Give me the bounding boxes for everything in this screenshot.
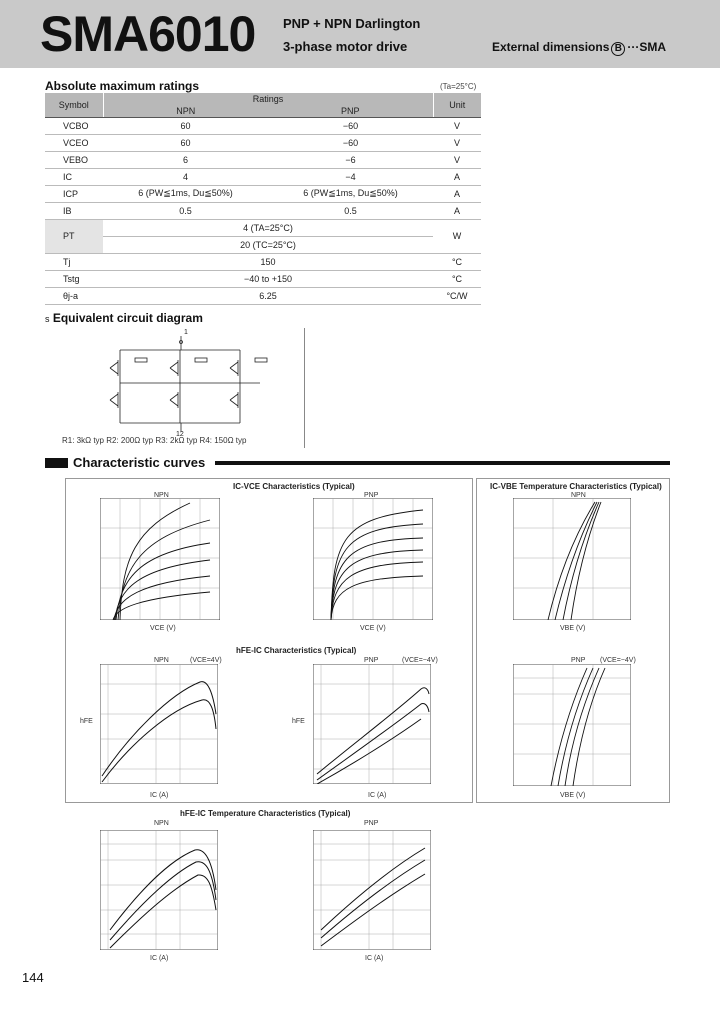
ratings-table [45,93,481,305]
plot-hfe-ic-temp-npn [100,830,218,950]
g1-npn-xlabel: VCE (V) [150,625,176,632]
plot-ic-vbe-npn [513,498,631,620]
plot-hfe-ic-temp-pnp [313,830,431,950]
g4-npn-label: NPN [571,492,586,499]
g1-npn-label: NPN [154,492,169,499]
g4-pnp-label: PNP [571,657,586,664]
g2-npn-xlabel: IC (A) [150,792,169,799]
table-row: VCEO 60 −60 V [45,134,481,151]
ext-dim-pkg: ···SMA [627,40,667,54]
col-symbol: Symbol [45,93,103,117]
page-number: 144 [22,970,44,985]
circuit-caption: R1: 3kΩ typ R2: 200Ω typ R3: 2kΩ typ R4: 150Ω typ [62,436,247,445]
g2-pnp-xlabel: IC (A) [368,792,387,799]
table-row: θj-a 6.25 °C/W [45,287,481,304]
g3-npn-label: NPN [154,820,169,827]
g2-title: hFE-IC Characteristics (Typical) [236,646,357,655]
section-bar [45,458,68,468]
g3-title: hFE-IC Temperature Characteristics (Typical) [180,809,351,818]
table-header-row [45,93,481,105]
plot-ic-vce-npn [100,498,220,620]
g4-title: IC-VBE Temperature Characteristics (Typical) [490,482,662,491]
plot-ic-vce-pnp [313,498,433,620]
plot-hfe-ic-npn [100,664,218,784]
table-row: IB 0.5 0.5 A [45,202,481,219]
col-pnp: PNP [268,105,433,117]
curves-title: Characteristic curves [73,455,206,470]
plot-ic-vbe-pnp [513,664,631,786]
g2-pnp-ylabel: hFE [292,718,305,725]
plot-hfe-ic-pnp [313,664,431,784]
table-row: 20 (TC=25°C) [45,236,481,253]
table-row: IC 4 −4 A [45,168,481,185]
subtitle-line1: PNP + NPN Darlington [283,16,421,31]
table-subheader-row [45,105,481,117]
col-ratings: Ratings [103,93,433,105]
g2-pnp-label: PNP [364,657,379,664]
table-row: PT 4 (TA=25°C) W [45,219,481,236]
g1-title: IC-VCE Characteristics (Typical) [233,482,355,491]
g3-pnp-xlabel: IC (A) [365,955,384,962]
table-row: Tstg −40 to +150 °C [45,270,481,287]
g2-npn-ylabel: hFE [80,718,93,725]
external-dimensions [492,40,666,56]
g3-npn-xlabel: IC (A) [150,955,169,962]
g2-pnp-cond: (VCE=−4V) [402,657,438,664]
ratings-condition: (Ta=25°C) [440,82,477,91]
pin-top-label: 1 [184,329,188,336]
g1-pnp-label: PNP [364,492,379,499]
circuit-divider [304,328,305,448]
section-line [215,461,670,465]
g2-npn-cond: (VCE=4V) [190,657,222,664]
table-row: VEBO 6 −6 V [45,151,481,168]
ratings-title: Absolute maximum ratings [45,79,200,93]
col-npn: NPN [103,105,268,117]
equivalent-circuit-diagram [80,328,280,436]
col-unit: Unit [433,93,481,117]
subtitle-line2: 3-phase motor drive [283,39,408,54]
table-row: VCBO 60 −60 V [45,117,481,134]
g1-pnp-xlabel: VCE (V) [360,625,386,632]
g4-npn-xlabel: VBE (V) [560,625,586,632]
g4-pnp-cond: (VCE=−4V) [600,657,636,664]
ext-dim-code: B [611,42,625,56]
g3-pnp-label: PNP [364,820,379,827]
pin-bottom-label: 12 [176,431,184,436]
ext-dim-label: External dimensions [492,40,610,54]
g4-pnp-xlabel: VBE (V) [560,792,586,799]
g2-npn-label: NPN [154,657,169,664]
circuit-title: s Equivalent circuit diagram [45,311,203,325]
table-row: ICP 6 (PW≦1ms, Du≦50%) 6 (PW≦1ms, Du≦50%) A [45,185,481,202]
table-row: Tj 150 °C [45,253,481,270]
part-number: SMA6010 [40,6,256,62]
